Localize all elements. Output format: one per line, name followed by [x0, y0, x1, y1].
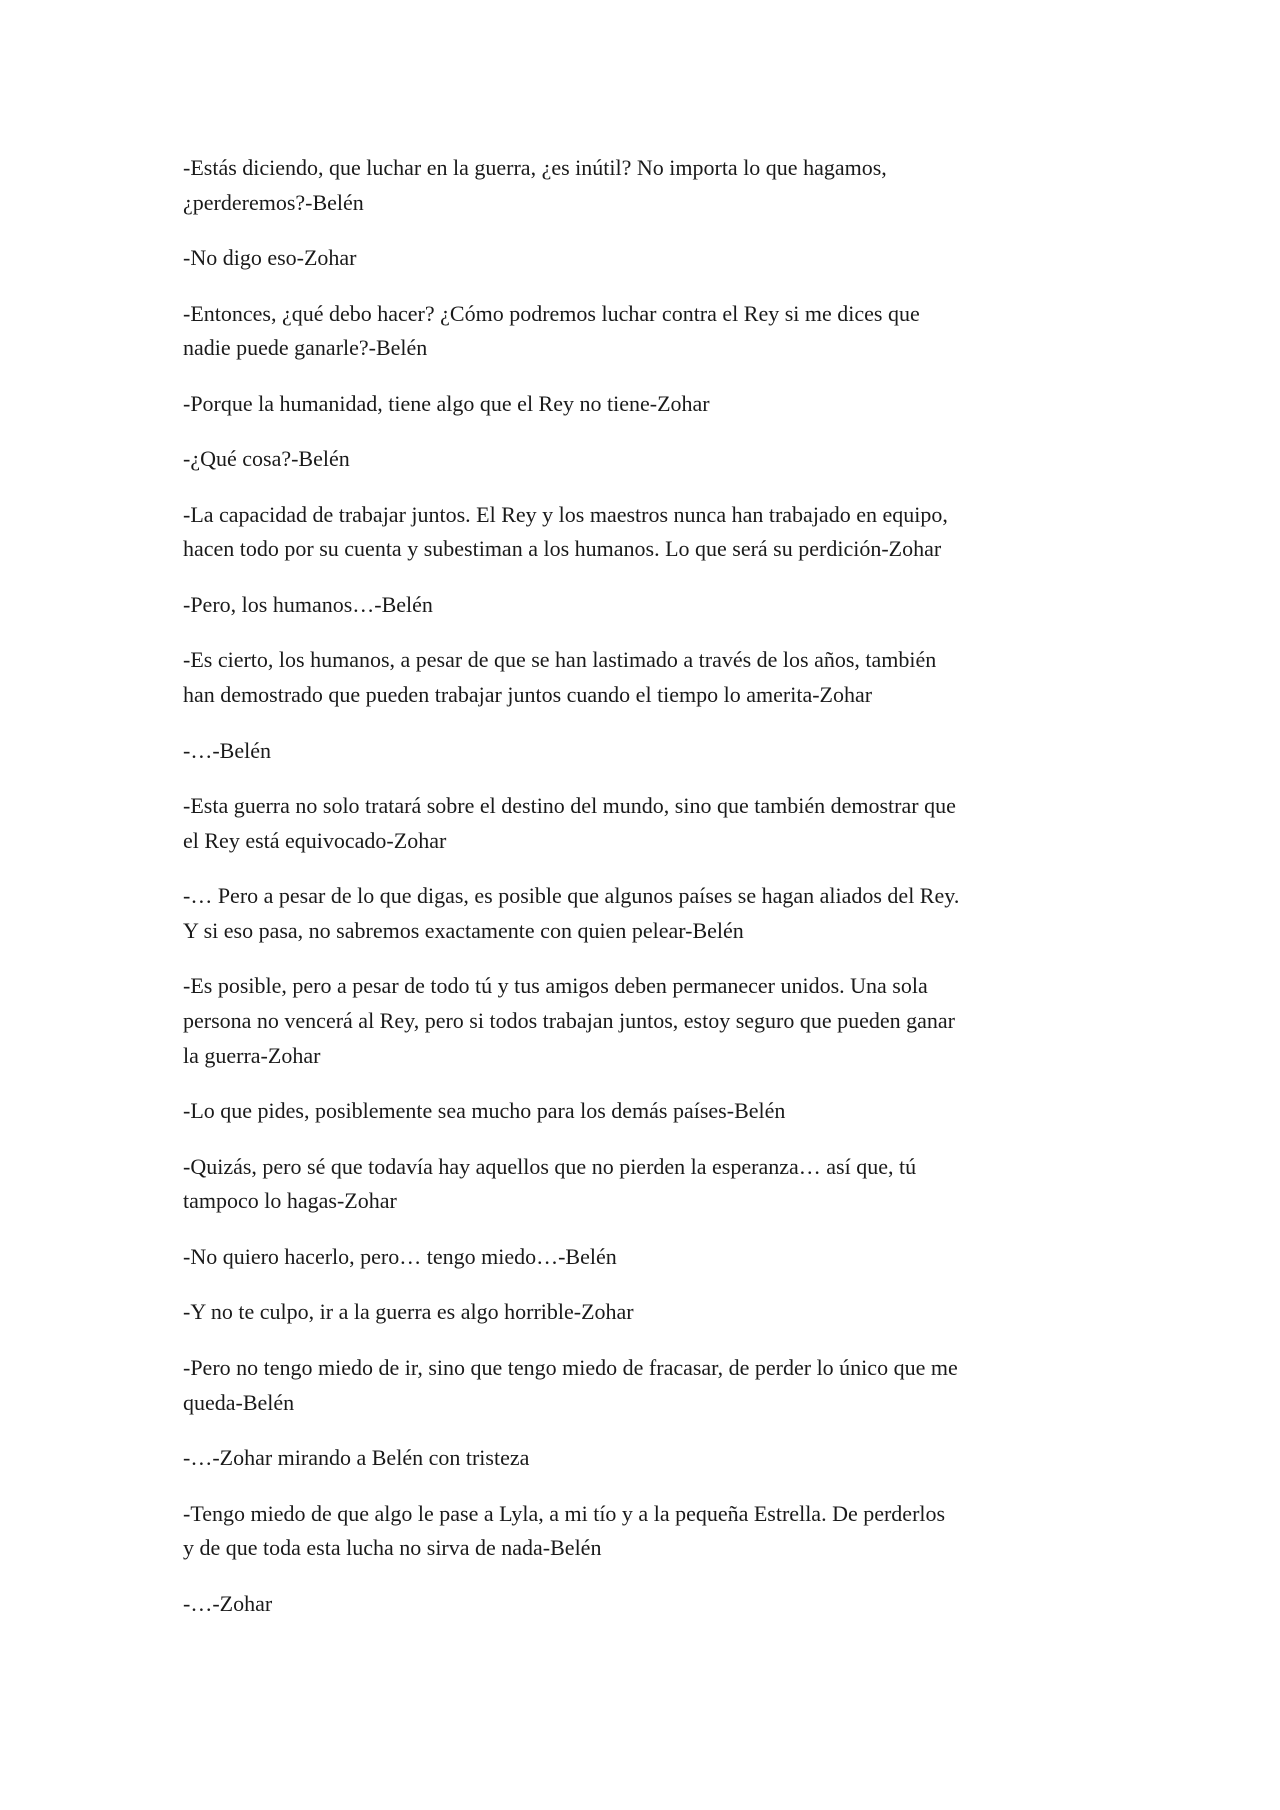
dialogue-line: -…-Zohar mirando a Belén con tristeza	[183, 1445, 530, 1471]
dialogue-paragraph	[183, 1351, 1103, 1420]
dialogue-line: -Estás diciendo, que luchar en la guerra, ¿es inútil? No importa lo que hagamos,	[183, 155, 887, 180]
dialogue-line: han demostrado que pueden trabajar juntos cuando el tiempo lo amerita-Zohar	[183, 682, 873, 708]
dialogue-line: nadie puede ganarle?-Belén	[183, 335, 428, 361]
dialogue-line: -Es cierto, los humanos, a pesar de que se han lastimado a través de los años, también	[183, 647, 937, 673]
dialogue-paragraph	[183, 1240, 1103, 1275]
dialogue-paragraph	[183, 387, 1103, 422]
dialogue-paragraph	[183, 297, 1103, 366]
dialogue-line: tampoco lo hagas-Zohar	[183, 1188, 397, 1214]
dialogue-line: -La capacidad de trabajar juntos. El Rey y los maestros nunca han trabajado en equipo,	[183, 501, 948, 527]
dialogue-line: el Rey está equivocado-Zohar	[183, 827, 447, 853]
dialogue-line: -Es posible, pero a pesar de todo tú y tus amigos deben permanecer unidos. Una sola	[183, 973, 928, 999]
dialogue-line: hacen todo por su cuenta y subestiman a los humanos. Lo que será su perdición-Zohar	[183, 536, 942, 562]
dialogue-line: -¿Qué cosa?-Belén	[183, 446, 350, 472]
dialogue-line: -Esta guerra no solo tratará sobre el destino del mundo, sino que también demostrar que	[183, 793, 956, 819]
dialogue-paragraph	[183, 969, 1103, 1073]
dialogue-paragraph	[183, 1295, 1103, 1330]
dialogue-text	[183, 151, 1103, 1642]
dialogue-paragraph	[183, 588, 1103, 623]
dialogue-paragraph	[183, 442, 1103, 477]
dialogue-line: Y si eso pasa, no sabremos exactamente con quien pelear-Belén	[183, 917, 744, 943]
dialogue-line: -Tengo miedo de que algo le pase a Lyla, a mi tío y a la pequeña Estrella. De perderlos	[183, 1500, 946, 1526]
dialogue-paragraph	[183, 643, 1103, 712]
dialogue-line: -… Pero a pesar de lo que digas, es posible que algunos países se hagan aliados del Rey.	[183, 883, 960, 909]
dialogue-paragraph	[183, 879, 1103, 948]
dialogue-paragraph	[183, 498, 1103, 567]
dialogue-line: -Porque la humanidad, tiene algo que el Rey no tiene-Zohar	[183, 390, 710, 416]
dialogue-line: -No digo eso-Zohar	[183, 245, 357, 271]
dialogue-paragraph	[183, 789, 1103, 858]
dialogue-line: -Pero no tengo miedo de ir, sino que tengo miedo de fracasar, de perder lo único que me	[183, 1354, 958, 1380]
dialogue-line: -Pero, los humanos…-Belén	[183, 591, 433, 617]
dialogue-paragraph	[183, 1150, 1103, 1219]
dialogue-paragraph	[183, 734, 1103, 769]
dialogue-line: -…-Belén	[183, 737, 271, 763]
dialogue-line: queda-Belén	[183, 1389, 295, 1415]
dialogue-paragraph	[183, 1587, 1103, 1622]
dialogue-line: -Lo que pides, posiblemente sea mucho para los demás países-Belén	[183, 1098, 786, 1124]
dialogue-line: ¿perderemos?-Belén	[183, 189, 364, 215]
dialogue-line: -No quiero hacerlo, pero… tengo miedo…-Belén	[183, 1243, 617, 1269]
dialogue-paragraph	[183, 1441, 1103, 1476]
dialogue-line: -Quizás, pero sé que todavía hay aquellos que no pierden la esperanza… así que, tú	[183, 1153, 917, 1179]
dialogue-line: -…-Zohar	[183, 1590, 273, 1616]
dialogue-line: -Y no te culpo, ir a la guerra es algo horrible-Zohar	[183, 1299, 634, 1325]
dialogue-paragraph	[183, 1497, 1103, 1566]
dialogue-paragraph	[183, 151, 1103, 220]
dialogue-paragraph	[183, 241, 1103, 276]
dialogue-line: la guerra-Zohar	[183, 1042, 321, 1068]
dialogue-line: persona no vencerá al Rey, pero si todos trabajan juntos, estoy seguro que pueden ganar	[183, 1008, 955, 1034]
dialogue-paragraph	[183, 1094, 1103, 1129]
dialogue-line: -Entonces, ¿qué debo hacer? ¿Cómo podremos luchar contra el Rey si me dices que	[183, 300, 920, 326]
dialogue-line: y de que toda esta lucha no sirva de nada-Belén	[183, 1535, 602, 1561]
